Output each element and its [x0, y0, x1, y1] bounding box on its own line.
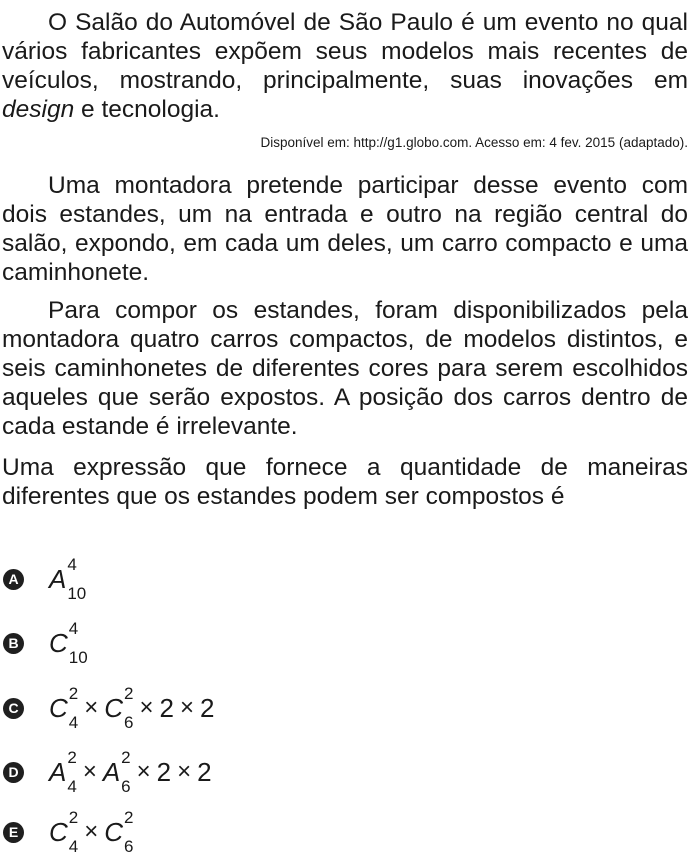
times-operator: ×	[136, 758, 151, 785]
details-paragraph: Para compor os estandes, foram disponibilizados pela montadora quatro carros compactos, de modelos distintos, e seis caminhonetes de diferentes cores para serem escolhidos aqueles que serão expostos. A posição dos carros dentro de cada estande é irrelevante.	[2, 297, 688, 440]
term-subscript: 6	[124, 837, 134, 856]
term-superscript: 2	[124, 808, 134, 827]
term-symbol: A	[49, 563, 67, 594]
term-superscript: 2	[68, 808, 79, 827]
option-c-expression	[49, 684, 215, 732]
intro-italic-word: design	[2, 96, 75, 123]
term-subscript: 4	[68, 713, 79, 732]
option-e-letter: E	[3, 822, 24, 843]
term-symbol: C	[49, 627, 68, 658]
combination-term	[104, 684, 134, 732]
option-b-letter: B	[3, 633, 24, 654]
times-operator: ×	[84, 818, 99, 845]
term-superscript: 2	[124, 684, 134, 703]
times-operator: ×	[177, 758, 192, 785]
option-e-expression	[49, 808, 134, 856]
term-subscript: 4	[68, 837, 79, 856]
option-c[interactable]	[3, 676, 603, 740]
factor-number: 2	[156, 756, 172, 787]
combination-term	[49, 619, 88, 667]
arrangement-term	[49, 555, 87, 603]
intro-text-start: O Salão do Automóvel de São Paulo é um evento no qual vários fabricantes expõem seus modelos mais recentes de veículos, mostrando, principalmente, suas inovações em	[2, 9, 688, 94]
arrangement-term	[49, 748, 77, 796]
times-operator: ×	[82, 758, 97, 785]
option-d[interactable]	[3, 740, 603, 804]
option-a-expression	[49, 555, 87, 603]
term-subscript: 6	[124, 713, 134, 732]
term-superscript: 2	[67, 748, 77, 767]
option-b[interactable]	[3, 611, 603, 675]
times-operator: ×	[180, 694, 195, 721]
question-statement: Uma expressão que fornece a quantidade de maneiras diferentes que os estandes podem ser compostos é	[2, 454, 688, 510]
option-b-expression	[49, 619, 88, 667]
option-a[interactable]	[3, 547, 603, 611]
term-symbol: A	[102, 756, 121, 787]
term-symbol: C	[49, 816, 68, 847]
term-subscript: 4	[67, 777, 77, 796]
combination-term	[49, 684, 79, 732]
source-citation: Disponível em: http://g1.globo.com. Acesso em: 4 fev. 2015 (adaptado).	[260, 135, 688, 150]
term-superscript: 4	[68, 619, 79, 638]
combination-term	[104, 808, 134, 856]
term-subscript: 6	[121, 777, 131, 796]
option-a-letter: A	[3, 569, 24, 590]
term-subscript: 10	[68, 648, 88, 667]
factor-number: 2	[197, 756, 212, 787]
term-subscript: 10	[67, 584, 87, 603]
option-d-letter: D	[3, 762, 24, 783]
times-operator: ×	[139, 694, 154, 721]
factor-number: 2	[200, 692, 215, 723]
term-symbol: C	[104, 692, 124, 723]
term-symbol: C	[104, 816, 124, 847]
option-e[interactable]	[3, 800, 603, 864]
term-symbol: A	[49, 756, 67, 787]
term-superscript: 2	[121, 748, 131, 767]
option-c-letter: C	[3, 698, 24, 719]
intro-paragraph	[2, 8, 688, 124]
context-paragraph: Uma montadora pretende participar desse evento com dois estandes, um na entrada e outro na região central do salão, expondo, em cada um deles, um carro compacto e uma caminhonete.	[2, 172, 688, 286]
option-d-expression	[49, 748, 212, 796]
term-superscript: 2	[68, 684, 79, 703]
term-symbol: C	[49, 692, 68, 723]
term-superscript: 4	[67, 555, 77, 574]
arrangement-term	[102, 748, 131, 796]
factor-number: 2	[159, 692, 174, 723]
intro-text-end: e tecnologia.	[74, 96, 220, 123]
combination-term	[49, 808, 79, 856]
times-operator: ×	[84, 694, 99, 721]
